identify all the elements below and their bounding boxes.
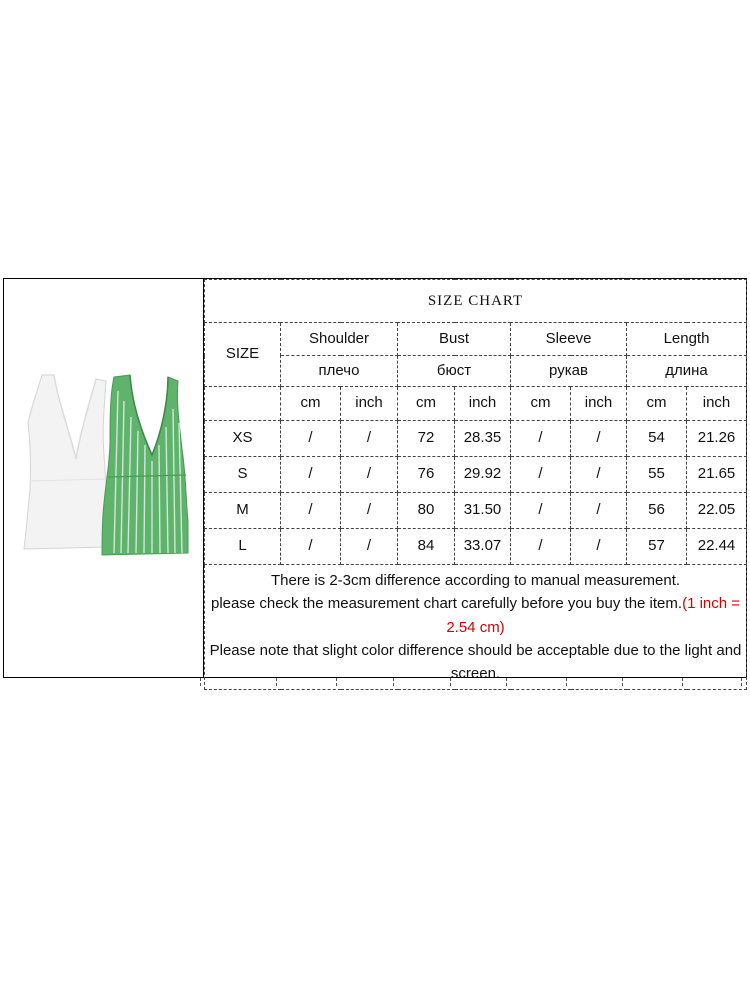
value-cell: / xyxy=(281,529,341,565)
value-cell: / xyxy=(281,457,341,493)
table-row xyxy=(205,493,747,529)
column-guide-ticks xyxy=(200,678,742,686)
value-cell: 57 xyxy=(627,529,687,565)
unit-cell: cm xyxy=(281,387,341,421)
table-row xyxy=(205,421,747,457)
guide-tick xyxy=(450,678,451,686)
value-cell: 80 xyxy=(398,493,455,529)
group-sleeve: Sleeve xyxy=(511,323,627,356)
table-row xyxy=(205,529,747,565)
note-line-1: There is 2-3cm difference according to manual measurement. xyxy=(270,572,681,589)
guide-tick xyxy=(393,678,394,686)
value-cell: / xyxy=(281,421,341,457)
guide-tick xyxy=(276,678,277,686)
table-row xyxy=(205,457,747,493)
value-cell: / xyxy=(341,421,398,457)
value-cell: / xyxy=(511,529,571,565)
guide-tick xyxy=(622,678,623,686)
value-cell: 22.05 xyxy=(687,493,747,529)
value-cell: / xyxy=(281,493,341,529)
guide-tick xyxy=(741,678,742,686)
group-shoulder: Shoulder xyxy=(281,323,398,356)
group-bust: Bust xyxy=(398,323,511,356)
guide-tick xyxy=(336,678,337,686)
size-table xyxy=(204,279,747,690)
value-cell: / xyxy=(571,421,627,457)
value-cell: 84 xyxy=(398,529,455,565)
value-cell: 21.65 xyxy=(687,457,747,493)
unit-cell: inch xyxy=(571,387,627,421)
value-cell: 55 xyxy=(627,457,687,493)
size-cell: XS xyxy=(205,421,281,457)
value-cell: / xyxy=(511,493,571,529)
product-photo-panel xyxy=(4,279,204,677)
value-cell: 31.50 xyxy=(455,493,511,529)
inch-conversion-note: (1 inch = 2.54 cm) xyxy=(446,595,741,636)
group-bust-ru: бюст xyxy=(398,356,511,387)
value-cell: 54 xyxy=(627,421,687,457)
unit-cell: inch xyxy=(687,387,747,421)
value-cell: / xyxy=(341,493,398,529)
chart-title: SIZE CHART xyxy=(205,280,747,323)
guide-tick xyxy=(682,678,683,686)
note-line-2-text: please check the measurement chart carefully before you buy the item. xyxy=(210,595,683,613)
value-cell: 28.35 xyxy=(455,421,511,457)
size-chart-frame xyxy=(3,278,747,682)
unit-cell: cm xyxy=(511,387,571,421)
green-tank-top-image xyxy=(102,375,188,555)
size-cell: L xyxy=(205,529,281,565)
value-cell: / xyxy=(571,457,627,493)
value-cell: / xyxy=(511,457,571,493)
group-length: Length xyxy=(627,323,747,356)
value-cell: 72 xyxy=(398,421,455,457)
group-shoulder-ru: плечо xyxy=(281,356,398,387)
group-sleeve-ru: рукав xyxy=(511,356,627,387)
value-cell: / xyxy=(571,493,627,529)
product-photo-tank-tops xyxy=(18,371,193,561)
note-line-3: Please note that slight color difference should be acceptable due to the light and screen. xyxy=(209,641,742,682)
value-cell: / xyxy=(511,421,571,457)
unit-cell: inch xyxy=(455,387,511,421)
value-cell: 22.44 xyxy=(687,529,747,565)
unit-cell: inch xyxy=(341,387,398,421)
value-cell: / xyxy=(571,529,627,565)
group-length-ru: длина xyxy=(627,356,747,387)
value-cell: 29.92 xyxy=(455,457,511,493)
guide-tick xyxy=(566,678,567,686)
guide-tick xyxy=(506,678,507,686)
size-cell: M xyxy=(205,493,281,529)
value-cell: / xyxy=(341,457,398,493)
measurement-notes xyxy=(205,565,747,690)
unit-cell: cm xyxy=(627,387,687,421)
note-line-2 xyxy=(207,592,744,639)
unit-spacer xyxy=(205,387,281,421)
value-cell: / xyxy=(341,529,398,565)
value-cell: 21.26 xyxy=(687,421,747,457)
size-header: SIZE xyxy=(205,323,281,387)
value-cell: 33.07 xyxy=(455,529,511,565)
value-cell: 56 xyxy=(627,493,687,529)
size-cell: S xyxy=(205,457,281,493)
unit-cell: cm xyxy=(398,387,455,421)
guide-tick xyxy=(200,678,201,686)
value-cell: 76 xyxy=(398,457,455,493)
white-tank-top-image xyxy=(24,375,110,549)
